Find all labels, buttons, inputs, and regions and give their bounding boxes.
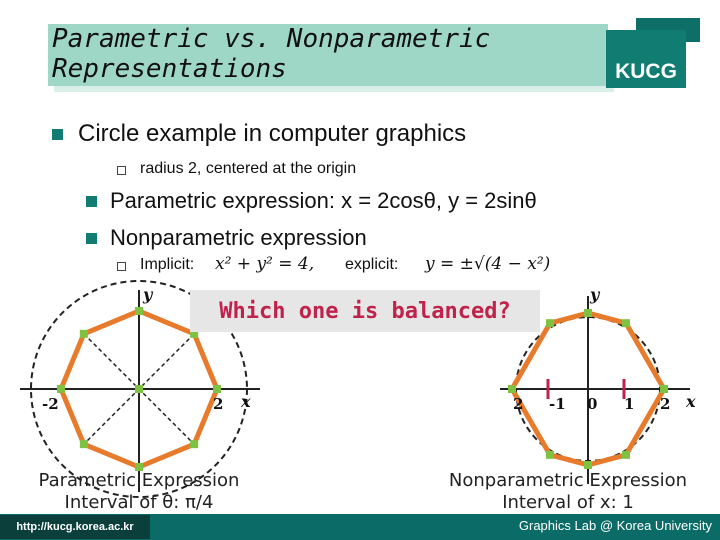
right-tick-label: 1: [624, 395, 635, 413]
right-tick-label: -1: [549, 395, 566, 413]
bullet-circle-example: Circle example in computer graphics: [78, 120, 467, 147]
right-caption-line1: Nonparametric Expression: [448, 470, 688, 491]
sub-radius: radius 2, centered at the origin: [140, 160, 357, 177]
footer-credit: Graphics Lab @ Korea University: [518, 518, 712, 533]
explicit-label: explicit:: [345, 256, 399, 273]
footer-url[interactable]: http://kucg.korea.ac.kr: [0, 515, 150, 539]
left-axis-y-label: y: [143, 285, 153, 304]
right-axis-x-label: x: [686, 392, 696, 411]
left-caption-line2: Interval of θ: π/4: [64, 492, 214, 513]
left-label-neg2: -2: [42, 395, 59, 413]
right-sample-point: [546, 319, 554, 327]
left-sample-point: [57, 385, 65, 393]
right-sample-point: [584, 461, 592, 469]
right-tick-label: 2: [660, 395, 671, 413]
right-sample-point: [584, 309, 592, 317]
left-sample-point: [135, 307, 143, 315]
left-sample-point: [80, 330, 88, 338]
right-sample-point: [508, 385, 516, 393]
left-sample-point: [213, 385, 221, 393]
left-caption: [34, 470, 244, 514]
left-axis-x-label: x: [241, 392, 251, 411]
left-label-pos2: 2: [213, 395, 224, 413]
right-sample-point: [660, 385, 668, 393]
explicit-formula: y = ±√(4 − x²): [425, 254, 551, 274]
right-sample-point: [622, 451, 630, 459]
left-sample-point: [80, 440, 88, 448]
left-origin-point: [135, 385, 143, 393]
left-sample-point: [190, 440, 198, 448]
sub-implicit-label: Implicit:: [140, 256, 195, 273]
title-line-1: Parametric vs. Nonparametric: [52, 24, 491, 54]
implicit-formula: x² + y² = 4,: [215, 254, 315, 274]
bullet-nonparametric: Nonparametric expression: [110, 225, 367, 250]
right-axis-y-label: y: [590, 285, 600, 304]
right-tick-label: 0: [587, 395, 598, 413]
right-sample-point: [546, 451, 554, 459]
bullet-parametric: Parametric expression: x = 2cosθ, y = 2sinθ: [110, 188, 537, 213]
right-sample-point: [622, 319, 630, 327]
kucg-logo: KUCG: [606, 30, 686, 88]
right-caption: [448, 470, 688, 514]
left-caption-line1: Parametric Expression: [38, 470, 240, 491]
title-line-2: Representations: [52, 54, 287, 84]
question-banner: Which one is balanced?: [190, 290, 540, 332]
right-caption-line2: Interval of x: 1: [502, 492, 634, 513]
right-tick-label: 2: [513, 395, 524, 413]
